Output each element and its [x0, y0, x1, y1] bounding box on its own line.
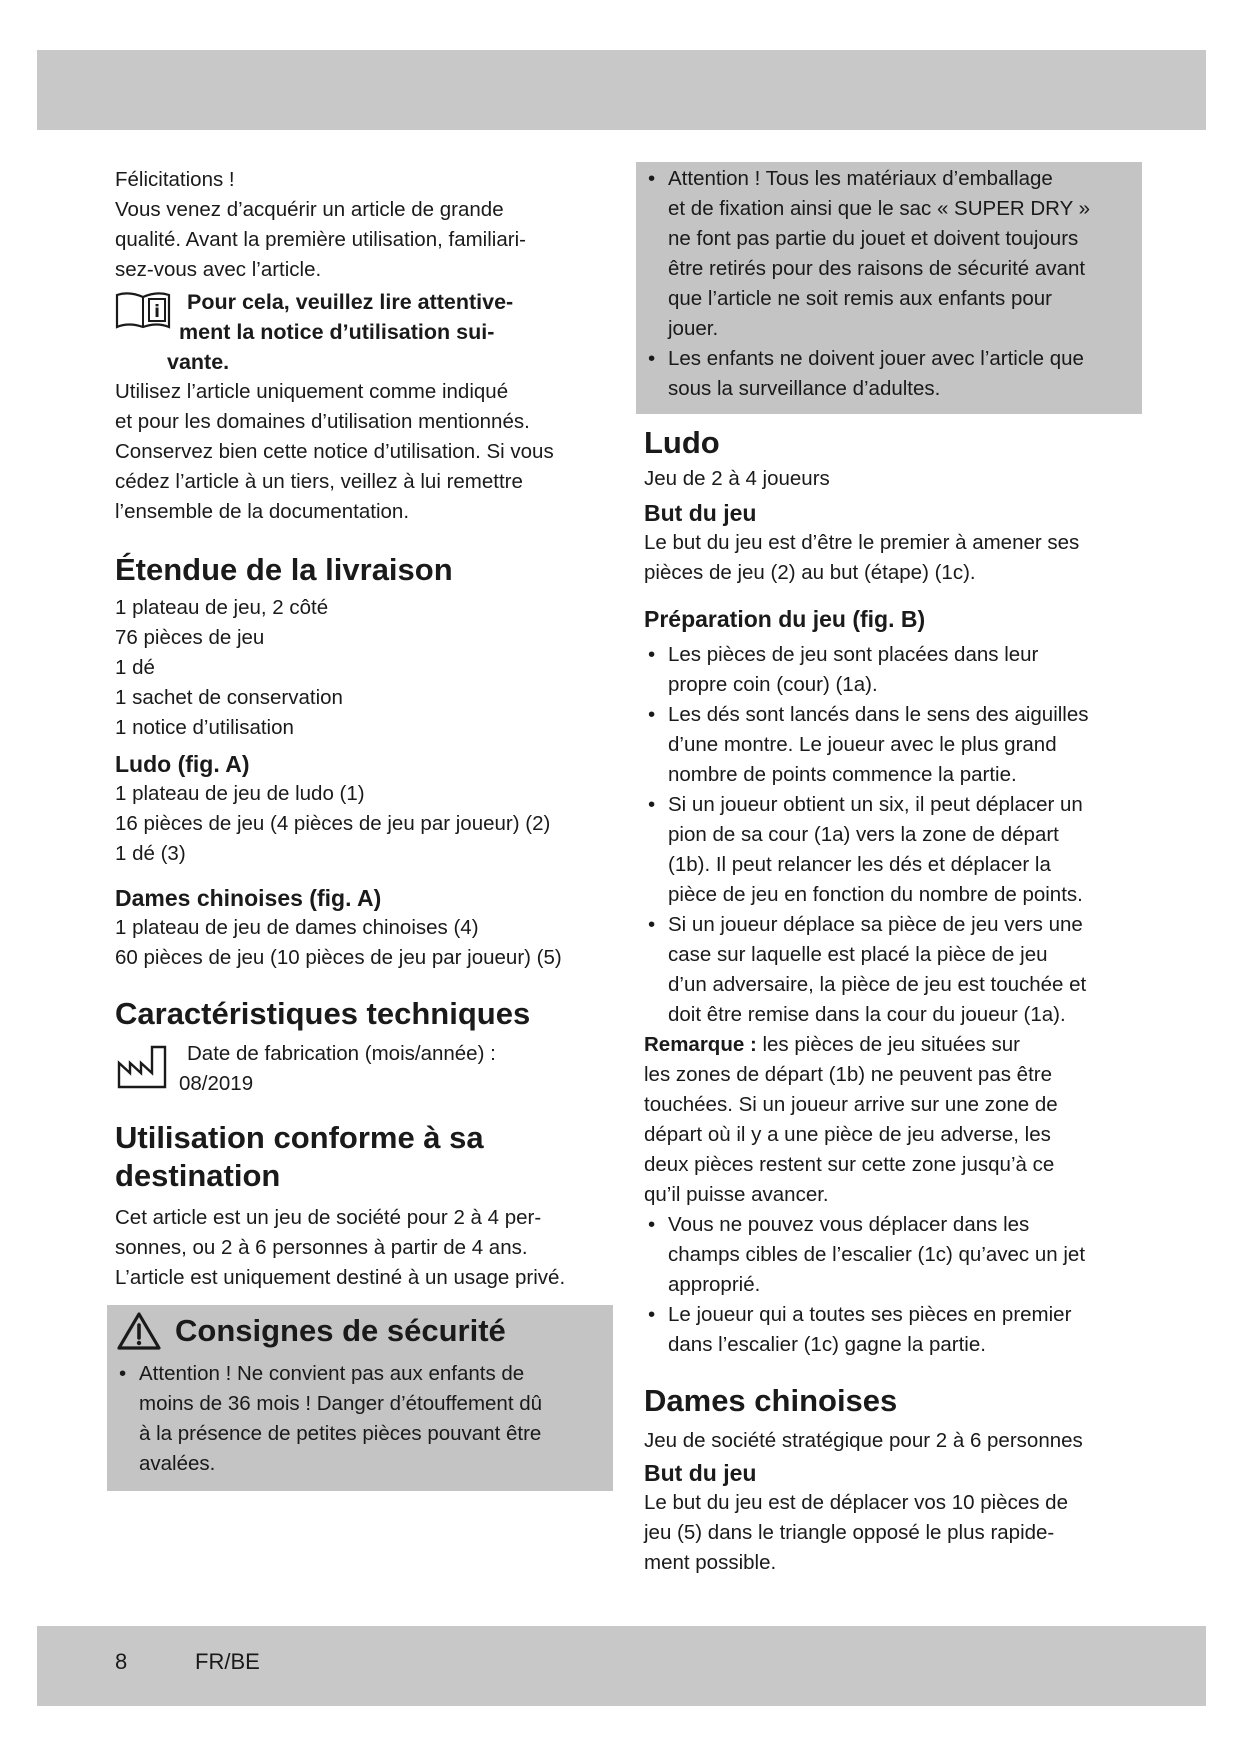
prep-line: pion de sa cour (1a) vers la zone de départ [668, 823, 1059, 846]
safety-line: • Attention ! Ne convient pas aux enfants de [139, 1362, 525, 1385]
attention-list [644, 164, 1134, 404]
remark-text [644, 1030, 1134, 1210]
dames-fig-heading: Dames chinoises (fig. A) [115, 885, 382, 911]
ludo-fig-heading: Ludo (fig. A) [115, 751, 250, 777]
dames-goal-line: ment possible. [644, 1551, 777, 1574]
safety-line: avalées. [139, 1452, 216, 1475]
ludo-fig-item: 1 plateau de jeu de ludo (1) [115, 782, 365, 805]
dames-fig-item: 1 plateau de jeu de dames chinoises (4) [115, 916, 479, 939]
safety-title [115, 1311, 605, 1351]
read-manual-notice [115, 287, 597, 377]
usage-text [115, 377, 597, 527]
dames-fig-list [115, 913, 597, 973]
use-line: Cet article est un jeu de société pour 2 à 4 per- [115, 1206, 542, 1229]
intro-line: Vous venez d’acquérir un article de grande [115, 198, 504, 221]
notice-line: Pour cela, veuillez lire attentive- [187, 290, 514, 314]
delivery-item: 1 sachet de conservation [115, 686, 343, 709]
ludo-goal-heading: But du jeu [644, 500, 757, 526]
remark-label: Remarque : [644, 1033, 757, 1056]
dames-goal-line: jeu (5) dans le triangle opposé le plus rapide- [644, 1521, 1055, 1544]
prep-line: • Si un joueur déplace sa pièce de jeu vers une [668, 913, 1083, 936]
safety-list [115, 1359, 605, 1479]
svg-text:i: i [154, 302, 160, 322]
usage-line: et pour les domaines d’utilisation mentionnés. [115, 410, 530, 433]
dames-subtitle: Jeu de société stratégique pour 2 à 6 personnes [644, 1429, 1083, 1452]
usage-line: l’ensemble de la documentation. [115, 500, 410, 523]
end-line: champs cibles de l’escalier (1c) qu’avec un jet [668, 1243, 1086, 1266]
prep-line: doit être remise dans la cour du joueur (1a). [668, 1003, 1066, 1026]
usage-line: cédez l’article à un tiers, veillez à lui remettre [115, 470, 523, 493]
ludo-goal-line: Le but du jeu est d’être le premier à amener ses [644, 531, 1080, 554]
intro-line: Félicitations ! [115, 168, 235, 191]
remark-line: les zones de départ (1b) ne peuvent pas être [644, 1063, 1052, 1086]
use-line: sonnes, ou 2 à 6 personnes à partir de 4 ans. [115, 1236, 528, 1259]
dames-heading: Dames chinoises [644, 1383, 898, 1418]
attention-line: sous la surveillance d’adultes. [668, 377, 941, 400]
safety-box [107, 1305, 613, 1491]
intro-text [115, 165, 597, 285]
prep-line: propre coin (cour) (1a). [668, 673, 878, 696]
attention-line: jouer. [668, 317, 719, 340]
use-line: L’article est uniquement destiné à un usage privé. [115, 1266, 566, 1289]
use-heading-line: destination [115, 1158, 281, 1193]
manufacture-date-label: Date de fabrication (mois/année) : [187, 1042, 496, 1065]
tech-heading: Caractéristiques techniques [115, 996, 531, 1031]
prep-line: • Les dés sont lancés dans le sens des aiguilles [668, 703, 1089, 726]
attention-line: être retirés pour des raisons de sécurité avant [668, 257, 1086, 280]
end-line: • Le joueur qui a toutes ses pièces en premier [668, 1303, 1072, 1326]
remark-line: départ où il y a une pièce de jeu adverse, les [644, 1123, 1051, 1146]
warning-triangle-icon [117, 1311, 161, 1351]
attention-box [636, 162, 1142, 414]
prep-line: (1b). Il peut relancer les dés et déplacer la [668, 853, 1051, 876]
end-line: • Vous ne pouvez vous déplacer dans les [668, 1213, 1030, 1236]
prep-bullet [644, 790, 1134, 910]
prep-bullet [644, 700, 1134, 790]
end-line: approprié. [668, 1273, 761, 1296]
notice-line: vante. [167, 350, 230, 374]
use-text [115, 1203, 597, 1293]
left-column [115, 165, 597, 1491]
delivery-item: 76 pièces de jeu [115, 626, 265, 649]
ludo-fig-list [115, 779, 597, 869]
dames-goal-heading: But du jeu [644, 1460, 757, 1486]
prep-line: • Si un joueur obtient un six, il peut déplacer un [668, 793, 1083, 816]
intro-line: qualité. Avant la première utilisation, familiari- [115, 228, 526, 251]
remark-first-line [644, 1030, 1134, 1060]
prep-bullet [644, 640, 1134, 700]
ludo-end-list [644, 1210, 1134, 1360]
factory-icon [115, 1045, 169, 1089]
delivery-list [115, 593, 597, 743]
safety-line: à la présence de petites pièces pouvant être [139, 1422, 542, 1445]
right-column [644, 162, 1134, 1578]
attention-line: ne font pas partie du jouet et doivent toujours [668, 227, 1079, 250]
remark-line: deux pièces restent sur cette zone jusqu’à ce [644, 1153, 1055, 1176]
attention-line: que l’article ne soit remis aux enfants pour [668, 287, 1053, 310]
attention-line: et de fixation ainsi que le sac « SUPER DRY » [668, 197, 1091, 220]
delivery-item: 1 notice d’utilisation [115, 716, 294, 739]
ludo-subtitle: Jeu de 2 à 4 joueurs [644, 467, 830, 490]
remark-first: les pièces de jeu situées sur [756, 1033, 1021, 1056]
manufacture-date-value: 08/2019 [179, 1072, 254, 1095]
language-code: FR/BE [195, 1649, 260, 1674]
ludo-heading: Ludo [644, 425, 720, 460]
delivery-heading: Étendue de la livraison [115, 552, 453, 587]
ludo-prep-list [644, 640, 1134, 1030]
ludo-fig-item: 16 pièces de jeu (4 pièces de jeu par joueur) (2) [115, 812, 551, 835]
delivery-item: 1 dé [115, 656, 155, 679]
dames-goal-line: Le but du jeu est de déplacer vos 10 pièces de [644, 1491, 1068, 1514]
end-bullet [644, 1300, 1134, 1360]
safety-line: moins de 36 mois ! Danger d’étouffement dû [139, 1392, 543, 1415]
prep-line: • Les pièces de jeu sont placées dans leur [668, 643, 1039, 666]
intro-line: sez-vous avec l’article. [115, 258, 322, 281]
prep-line: d’une montre. Le joueur avec le plus grand [668, 733, 1057, 756]
prep-line: pièce de jeu en fonction du nombre de points. [668, 883, 1083, 906]
book-info-icon [115, 291, 171, 329]
page-number: 8 [115, 1649, 128, 1674]
header-band [37, 50, 1206, 130]
delivery-item: 1 plateau de jeu, 2 côté [115, 596, 329, 619]
prep-line: nombre de points commence la partie. [668, 763, 1017, 786]
usage-line: Utilisez l’article uniquement comme indiqué [115, 380, 509, 403]
prep-bullet [644, 910, 1134, 1030]
safety-heading: Consignes de sécurité [175, 1313, 506, 1348]
ludo-prep-heading: Préparation du jeu (fig. B) [644, 606, 926, 632]
dames-fig-item: 60 pièces de jeu (10 pièces de jeu par joueur) (5) [115, 946, 562, 969]
attention-line: • Les enfants ne doivent jouer avec l’article que [668, 347, 1084, 370]
ludo-fig-item: 1 dé (3) [115, 842, 186, 865]
end-line: dans l’escalier (1c) gagne la partie. [668, 1333, 986, 1356]
end-bullet [644, 1210, 1134, 1300]
manufacture-date [115, 1039, 597, 1099]
notice-line: ment la notice d’utilisation sui- [179, 320, 495, 344]
remark-line: touchées. Si un joueur arrive sur une zone de [644, 1093, 1058, 1116]
use-heading-line: Utilisation conforme à sa [115, 1120, 484, 1155]
remark-line: qu’il puisse avancer. [644, 1183, 829, 1206]
attention-bullet [644, 344, 1134, 404]
attention-bullet [644, 164, 1134, 344]
attention-line: • Attention ! Tous les matériaux d’emballage [668, 167, 1053, 190]
safety-bullet [115, 1359, 605, 1479]
ludo-goal-line: pièces de jeu (2) au but (étape) (1c). [644, 561, 976, 584]
prep-line: d’un adversaire, la pièce de jeu est touchée et [668, 973, 1087, 996]
prep-line: case sur laquelle est placé la pièce de jeu [668, 943, 1048, 966]
usage-line: Conservez bien cette notice d’utilisation. Si vous [115, 440, 554, 463]
